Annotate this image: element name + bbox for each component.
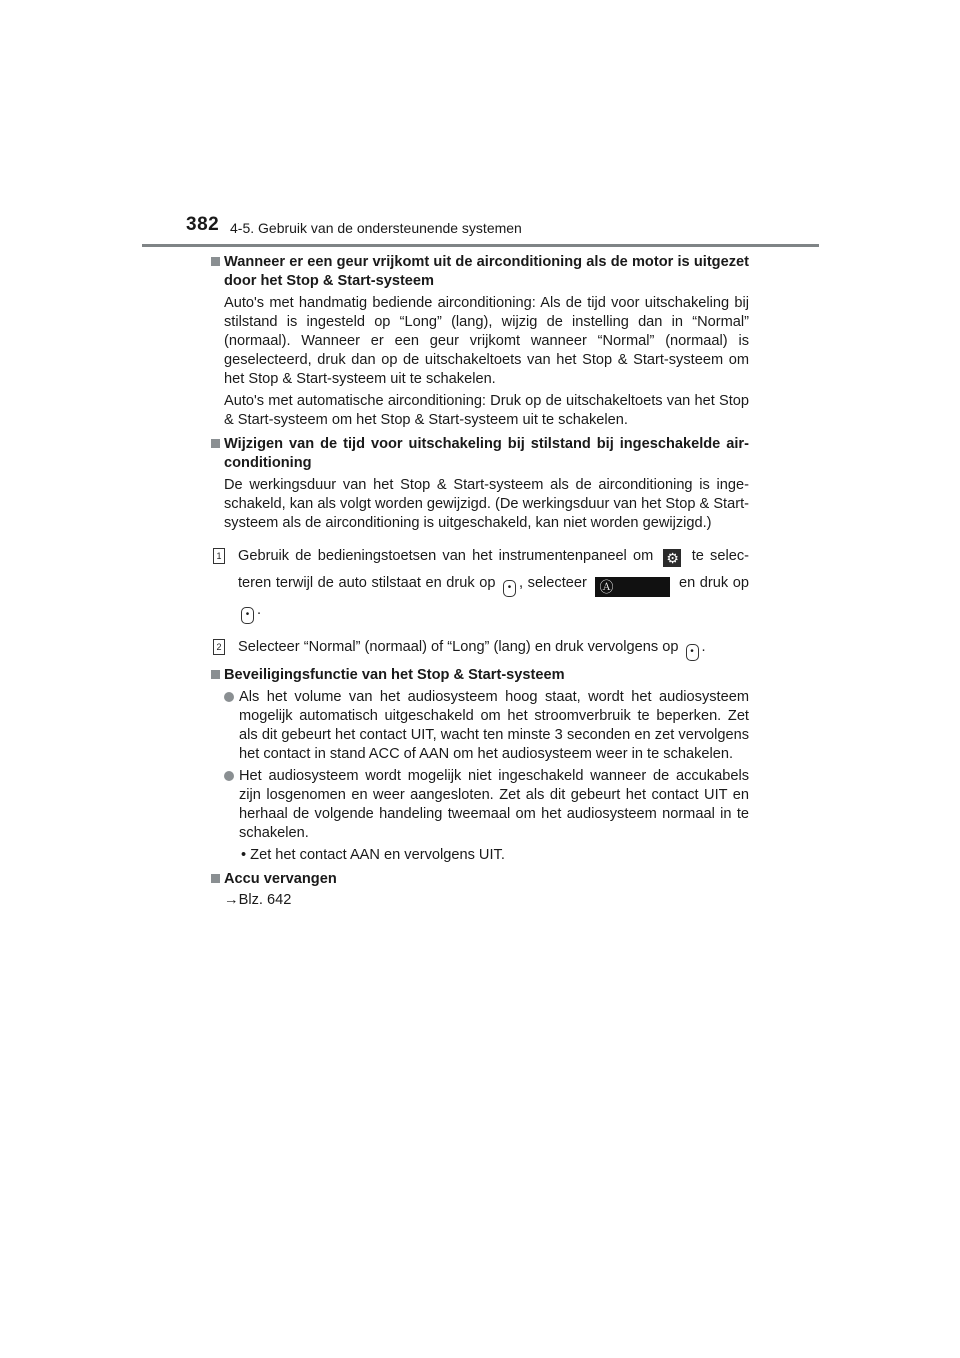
list-item-volume: Als het volume van het audiosysteem hoog staat, wordt het audiosysteem mogelijk automatisch uitgeschakeld om het stroomverbruik te beperken. Zet als dit gebeurt het contact UIT, wacht ten minste 3 seconden en zet vervolgens het contact in stand ACC of AAN om het audiosysteem weer in te schakelen.: [211, 688, 749, 764]
menu-item-icon: Ⓐ: [595, 577, 670, 597]
settings-gear-icon: ⚙: [663, 549, 681, 567]
header-rule: [142, 244, 819, 247]
paragraph-auto-ac: Auto's met automatische airconditioning: Druk op de uitschakeltoets van het Stop & Start-systeem om het Stop & Start-systeem uit te schakelen.: [224, 393, 749, 428]
section-heading-odor: Wanneer er een geur vrijkomt uit de airconditioning als de motor is uitgezet door het Stop & Start-systeem: [211, 253, 749, 291]
step-2: 2 Selecteer “Normal” (normaal) of “Long” (lang) en druk vervolgens op • .: [211, 634, 749, 661]
step-1: 1 Gebruik de bedieningstoetsen van het instrumentenpaneel om ⚙ te selecteren terwijl de auto stilstaat en druk op • , selecteer Ⓐ en druk op • .: [211, 543, 749, 624]
ok-button-icon: •: [241, 607, 254, 624]
square-bullet-icon: [211, 257, 220, 266]
section-heading-change-time: Wijzigen van de tijd voor uitschakeling bij stilstand bij ingeschakelde airconditioning: [211, 435, 749, 473]
square-bullet-icon: [211, 439, 220, 448]
square-bullet-icon: [211, 874, 220, 883]
ok-button-icon: •: [503, 580, 516, 597]
ok-button-icon: •: [686, 644, 699, 661]
round-bullet-icon: [224, 771, 234, 781]
chapter-title: 4-5. Gebruik van de ondersteunende systemen: [230, 220, 522, 236]
square-bullet-icon: [211, 670, 220, 679]
step-number-badge: 2: [213, 639, 225, 655]
list-item-battery-cables: Het audiosysteem wordt mogelijk niet ingeschakeld wanneer de accukabels zijn losgenomen en weer aangesloten. Zet als dit gebeurt het contact UIT en herhaal de volgende handeling tweemaal om het audiosysteem normaal in te schakelen.: [211, 767, 749, 843]
section-heading-battery: Accu vervangen: [211, 870, 749, 889]
page-content: [211, 253, 749, 910]
sub-item-contact: • Zet het contact AAN en vervolgens UIT.: [241, 847, 505, 863]
step-number-badge: 1: [213, 548, 225, 564]
paragraph-duration: De werkingsduur van het Stop & Start-systeem als de airconditioning is ingeschakeld, kan als volgt worden gewijzigd. (De werkingsduur van het Stop & Start-systeem als de airconditioning is uitgeschakeld, kan niet worden gewijzigd.): [224, 477, 749, 531]
page-reference-link[interactable]: →Blz. 642: [224, 892, 292, 908]
paragraph-manual-ac: Auto's met handmatig bediende airconditioning: Als de tijd voor uitschakeling bij stilstand is ingesteld op “Long” (lang), wijzig de instelling dan in “Normal” (normaal). Wanneer er een geur vrijkomt wanneer “Normal” (normaal) is geselecteerd, druk dan op de uitschakeltoets van het Stop & Start-systeem om het Stop & Start-systeem uit te schakelen.: [224, 295, 749, 387]
page-number: 382: [186, 214, 220, 235]
section-heading-protection: Beveiligingsfunctie van het Stop & Start-systeem: [211, 666, 749, 685]
round-bullet-icon: [224, 692, 234, 702]
